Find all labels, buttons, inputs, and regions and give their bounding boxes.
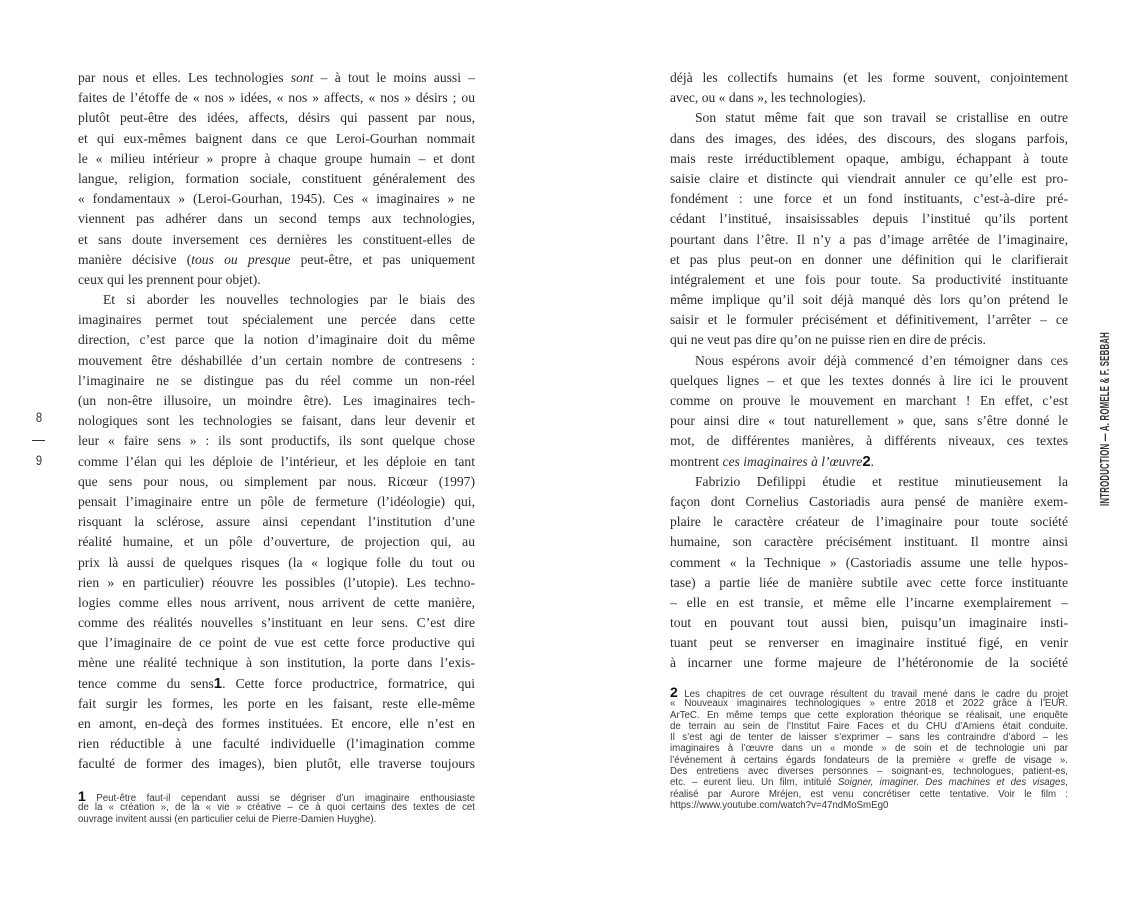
text-run: pour ainsi dire « tout naturellement » que, sans s’être donné le (670, 413, 1068, 429)
text-line (670, 129, 1068, 149)
text-line (670, 710, 1068, 721)
text-line (78, 633, 475, 653)
text-line (78, 189, 475, 209)
text-line (670, 573, 1068, 593)
footnote-marker: 2 (670, 684, 678, 700)
text-line (670, 532, 1068, 552)
left-page-footnote (78, 788, 475, 825)
text-run: Des entretiens avec diverses personnes – soignant-es, technologues, patient-es, (670, 766, 1068, 778)
text-line (78, 209, 475, 229)
text-run: mot, de différentes manières, à différents niveaux, ces textes (670, 433, 1068, 449)
text-run: plutôt peut-être des idées, affects, désirs qui passent par nous, (78, 110, 475, 126)
text-run: , (1065, 777, 1068, 789)
text-run: peut-être, et pas uniquement (290, 251, 476, 267)
text-run: même implique qu’il soit déjà manqué dès lors qu’on prétend le (670, 292, 1068, 308)
paragraph (78, 68, 475, 290)
text-run: dans des images, des idées, des discours, des slogans parfois, (670, 130, 1068, 146)
italic-text: sont (290, 70, 314, 85)
text-line (78, 250, 475, 270)
text-line (670, 108, 1068, 128)
text-run: « Nouveaux imaginaires technologiques » entre 2018 et 2022 grâce à l’EUR. (670, 698, 1068, 710)
text-line (670, 684, 1068, 700)
text-line (78, 593, 475, 613)
text-run: tout en pouvant tout aussi bien, puisqu’un imaginaire insti- (670, 615, 1068, 631)
text-line (78, 734, 475, 754)
text-run: manière décisive ( (78, 251, 192, 267)
text-line (670, 411, 1068, 431)
text-line (670, 766, 1068, 777)
text-line (78, 452, 475, 472)
text-line (78, 351, 475, 371)
text-run: comme l’élan qui les déploie de l’intérieur, et les déploie en tant (78, 453, 475, 469)
text-line (670, 800, 1068, 811)
text-line (78, 814, 475, 825)
footnote-marker: 2 (862, 452, 871, 470)
text-line (78, 714, 475, 734)
text-line (670, 553, 1068, 573)
text-line (78, 149, 475, 169)
text-line (78, 88, 475, 108)
text-run: le « milieu intérieur » propre à chaque groupe humain – et dont (78, 150, 475, 166)
text-run: viennent pas adhérer dans un second temps aux technologies, (78, 211, 475, 227)
text-line (670, 777, 1068, 788)
text-run: direction, c’est parce que la notion d’imaginaire doit du même (78, 332, 475, 348)
text-line (78, 653, 475, 673)
text-line (78, 270, 475, 290)
text-run: avec, ou « dans », les technologies). (670, 90, 866, 106)
text-run: langue, religion, formation sociale, constituent généralement des (78, 170, 475, 186)
text-line (670, 721, 1068, 732)
text-line (78, 371, 475, 391)
text-run: saisir et le formuler précisément et définitivement, l’arrêter – ce (670, 312, 1068, 328)
text-line (670, 492, 1068, 512)
text-line (670, 270, 1068, 290)
text-run: qui ne veut pas dire qu’on ne puisse rien en dire de précis. (670, 332, 986, 348)
footnote-text (670, 684, 1068, 811)
paragraph (670, 472, 1068, 674)
text-run: que l’imaginaire de ce point de vue est cette force productive qui (78, 635, 475, 651)
right-page-footnote (670, 684, 1068, 811)
page-number-divider (32, 440, 45, 441)
text-line (78, 613, 475, 633)
text-line (670, 755, 1068, 766)
footnote-marker: 1 (213, 674, 223, 692)
text-line (78, 108, 475, 128)
paragraph (670, 68, 1068, 108)
text-run: tence comme du sens (78, 675, 214, 691)
text-run: comment « la Technique » (Castoriadis assume une telle hypos- (670, 554, 1068, 570)
text-line (78, 788, 475, 804)
text-run: humaine, son caractère précisément instituant. Il montre ainsi (670, 534, 1068, 550)
text-run: comme des réalités nouvelles s’instituant en leur sens. C’est dire (78, 615, 475, 631)
text-run: par nous et elles. Les technologies (78, 70, 291, 85)
text-run: de la « création », de la « vie » créative – ce à quoi certains des textes de cet (78, 802, 475, 814)
text-line (78, 472, 475, 492)
text-line (670, 351, 1068, 371)
text-run: rien » en particulier) réouvre les possibles (l’utopie). Les techno- (78, 574, 475, 590)
text-run: pourtant dans l’être. Il n’y a pas d’image arrêtée de l’imaginaire, (670, 231, 1068, 247)
footnote-marker: 1 (78, 788, 86, 804)
text-line (670, 593, 1068, 613)
running-head: INTRODUCTION — A. ROMELE & F. SEBBAH (1098, 332, 1112, 506)
text-run: quelques lignes – et que les textes donnés à lire ici le prouvent (670, 372, 1068, 388)
text-run: risquant la sclérose, assure ainsi cependant l’institution d’une (78, 514, 475, 530)
text-line (78, 169, 475, 189)
text-run: Il s’est agi de tenter de laisser s’exprimer – sans les contraindre d’abord – les (670, 732, 1068, 744)
text-run: https://www.youtube.com/watch?v=47ndMoSmEg0 (670, 799, 889, 811)
text-line (670, 250, 1068, 270)
text-run: (un non-être illusoire, un moindre être). Les imaginaires tech- (78, 393, 475, 408)
text-run: imaginaires à l’œuvre dans un « monde » de soin et de technologie uni par (670, 743, 1068, 755)
text-run: nologiques sont les technologies se faisant, dans leur devenir et (78, 413, 475, 429)
text-line (78, 553, 475, 573)
italic-text: ces imaginaires à l’œuvre (722, 453, 863, 469)
paragraph (670, 108, 1068, 350)
text-run: que sens pour nous, ou simplement par nous. Ricœur (1997) (78, 473, 475, 489)
text-run: et qui eux-mêmes baignent dans ce que Leroi-Gourhan nommait (78, 130, 475, 146)
left-page-number: 8 (35, 409, 43, 425)
text-run: fait surgir les formes, les porte en les faisant, reste elle-même (78, 695, 475, 711)
text-run: mène une réalité technique à son institution, la porte dans l’exis- (78, 655, 475, 671)
text-run: logies comme elles nous arrivent, nous arrivent de cette manière, (78, 594, 475, 610)
text-run: ArTeC. En même temps que cette exploration théorique se réalisait, une enquête (670, 709, 1068, 721)
text-run: mouvement être déshabillée d’un certain nombre de contresens : (78, 352, 475, 368)
text-line (670, 330, 1068, 350)
text-line (670, 512, 1068, 532)
text-line (78, 431, 475, 451)
text-line (78, 532, 475, 552)
text-run: Son statut même fait que son travail se cristallise en outre (695, 110, 1068, 126)
paragraph (78, 290, 475, 775)
text-run: leur « faire sens » : ils sont productifs, ils sont quelque chose (78, 433, 475, 449)
text-line (78, 802, 475, 813)
text-run: ouvrage invitent aussi (en particulier celui de Pierre-Damien Huyghe). (78, 813, 377, 825)
footnote-text (78, 788, 475, 825)
italic-text: tous ou presque (191, 251, 291, 267)
text-run: Fabrizio Defilippi étudie et restitue minutieusement la (695, 473, 1068, 489)
text-line (78, 512, 475, 532)
text-line (670, 68, 1068, 88)
text-run: réalité humaine, et un pôle d’ouverture, de projection qui, au (78, 534, 475, 550)
text-run: rien réductible à une faculté individuelle (l’imagination comme (78, 736, 475, 752)
text-run: Les chapitres de cet ouvrage résultent du travail mené dans le cadre du projet (677, 689, 1068, 700)
text-line (670, 789, 1068, 800)
text-run: l’imaginaire ne se distingue pas du réel comme un non-réel (78, 372, 475, 388)
text-run: – elle en est transie, et même elle l’incarne exemplairement – (670, 594, 1068, 610)
text-run: mais reste irréductiblement opaque, ambigu, échappant à toute (670, 150, 1068, 166)
paragraph (670, 351, 1068, 472)
text-run: pensait l’imaginaire entre un pôle de fermeture (l’idéologie) qui, (78, 493, 475, 509)
text-line (670, 230, 1068, 250)
text-line (670, 633, 1068, 653)
text-line (78, 230, 475, 250)
text-line (670, 169, 1068, 189)
text-run: cédant l’institué, insaisissables depuis l’institué qu’ils portent (670, 211, 1068, 227)
text-run: Et si aborder les nouvelles technologies par le biais des (103, 292, 475, 308)
text-line (670, 613, 1068, 633)
text-line (670, 209, 1068, 229)
text-run: « fondamentaux » (Leroi-Gourhan, 1945). Ces « imaginaires » ne (78, 191, 475, 207)
left-page-body-text (78, 68, 475, 775)
text-run: – à tout le moins aussi – (313, 70, 475, 85)
text-line (670, 653, 1068, 673)
text-line (670, 452, 1068, 472)
text-line (78, 573, 475, 593)
text-run: comme on prouve le mouvement en marchant ! En effet, c’est (670, 393, 1068, 408)
text-run: faites de l’étoffe de « nos » idées, « nos » affects, « nos » désirs ; ou (78, 90, 475, 106)
text-run: etc. – eurent lieu. Un film, intitulé (670, 777, 838, 789)
text-run: saisie claire et distincte qui viendrait annuler ce qu’elle est pro- (670, 170, 1068, 186)
text-line (78, 754, 475, 774)
text-line (670, 698, 1068, 709)
text-line (670, 189, 1068, 209)
text-run: faculté de former des images), bien plutôt, elle traverse toujours (78, 756, 475, 772)
text-line (670, 88, 1068, 108)
text-run: plaire le caractère créateur de l’imaginaire pour toute société (670, 514, 1068, 530)
text-line (78, 290, 475, 310)
text-line (670, 290, 1068, 310)
text-line (670, 431, 1068, 451)
text-run: déjà les collectifs humains (et les forme souvent, conjointement (670, 70, 1068, 85)
text-line (78, 694, 475, 714)
text-run: prix là aussi de quelques risques (la « logique folle du tout ou (78, 554, 475, 570)
text-line (78, 411, 475, 431)
text-run: . (870, 453, 875, 469)
text-run: Peut-être faut-il cependant aussi se dégriser d’un imaginaire enthousiaste (85, 793, 475, 804)
text-line (670, 732, 1068, 743)
text-run: ceux qui les prennent pour objet). (78, 271, 261, 287)
text-run: et sans doute inversement ces dernières les constituent-elles de (78, 231, 475, 247)
text-line (78, 129, 475, 149)
text-line (78, 391, 475, 411)
text-line (78, 492, 475, 512)
text-line (78, 674, 475, 694)
text-run: fondément : une force et un fond instituants, c’est-à-dire pré- (670, 191, 1068, 207)
text-line (78, 68, 475, 88)
text-run: et pas plus peut-on en donner une définition qui le clarifierait (670, 251, 1068, 267)
text-line (670, 472, 1068, 492)
italic-text: Soigner, imaginer. Des machines et des visages (837, 777, 1066, 789)
text-line (78, 330, 475, 350)
text-run: . Cette force productrice, formatrice, qui (222, 675, 475, 691)
text-run: imaginaires permet tout spécialement une percée dans cette (78, 312, 475, 328)
text-line (670, 743, 1068, 754)
text-line (78, 310, 475, 330)
text-run: Nous espérons avoir déjà commencé d’en témoigner dans ces (695, 352, 1068, 368)
text-run: réalisé par Aurore Mréjen, est venu concrétiser cette tentative. Voir le film : (670, 788, 1068, 800)
text-run: à incarner une forme majeure de l’hétéronomie de la société (670, 655, 1068, 671)
text-run: intégralement et une fois pour toute. Sa productivité instituante (670, 271, 1068, 287)
text-run: montrent (670, 453, 723, 469)
text-run: tuant peut se renverser en imaginaire institué figé, en venir (670, 635, 1068, 651)
text-run: en amont, en-deçà des formes instituées. Et encore, elle n’est en (78, 716, 475, 731)
text-line (670, 149, 1068, 169)
text-line (670, 371, 1068, 391)
text-run: façon dont Cornelius Castoriadis aura pensé de manière exem- (670, 493, 1068, 509)
text-run: tase) a partie liée de manière subtile avec cette force instituante (670, 574, 1068, 590)
right-page-number: 9 (35, 452, 43, 468)
text-line (670, 391, 1068, 411)
text-run: de terrain au sein de l’Institut Faire Faces et du CHU d’Amiens était conduite. (670, 720, 1068, 732)
right-page-body-text (670, 68, 1068, 674)
text-line (670, 310, 1068, 330)
text-run: l’événement à certains égards fondateurs de la première « greffe de visage ». (670, 754, 1068, 766)
